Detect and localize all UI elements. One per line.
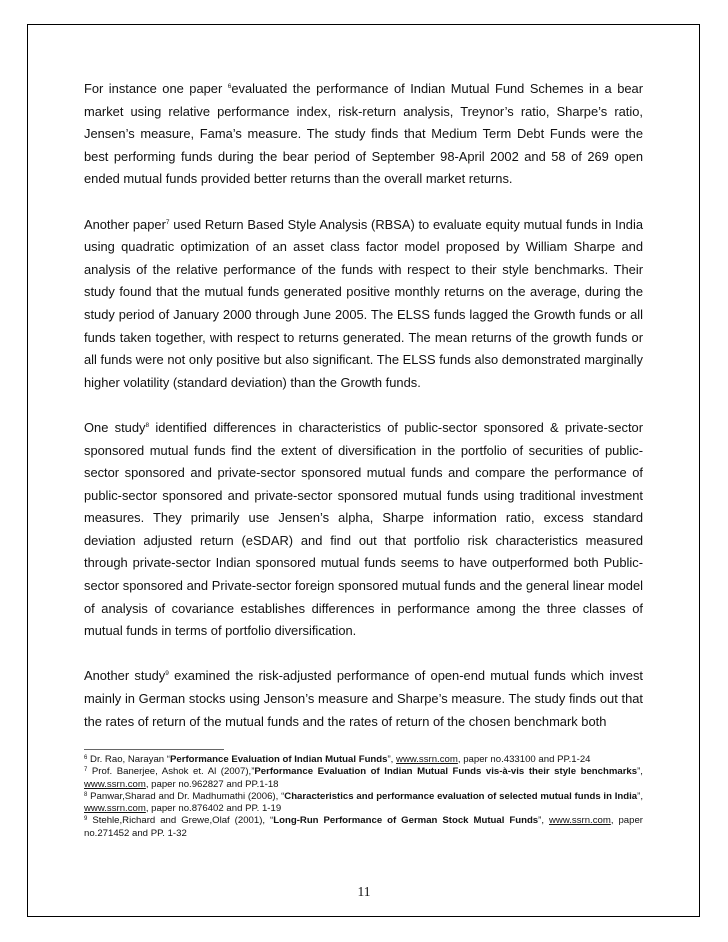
footnote-link[interactable]: www.ssrn.com (548, 815, 611, 827)
footnote-number: 6 (84, 755, 88, 761)
footnote (84, 791, 643, 816)
footnote (84, 815, 643, 840)
paragraph (84, 665, 643, 733)
footnote-number: 8 (84, 791, 88, 798)
paragraph-text: Another paper (84, 216, 166, 232)
footnote-details: , paper no.876402 and PP. 1-19 (145, 803, 282, 815)
footnote-reference: 8 (145, 421, 150, 429)
footnote-link[interactable]: www.ssrn.com (396, 754, 458, 765)
footnote-authors: Prof. Banerjee, Ashok et. Al (2007),” (87, 766, 255, 778)
footnote-authors: Panwar,Sharad and Dr. Madhumathi (2006), “ (87, 790, 285, 802)
footnote-title: Long-Run Performance of German Stock Mutual Funds (273, 815, 539, 827)
footnotes (84, 754, 643, 840)
page-number: 11 (357, 884, 371, 899)
footnote-reference: 9 (165, 670, 169, 678)
paragraph-text: examined the risk-adjusted performance of open-end mutual funds which invest mainly in German stocks using Jenson’s measure and Sharpe’s measure. The study finds out that the rates of return of the mutual funds and the rates of return of the chosen benchmark both (84, 668, 644, 729)
footnote-authors: Dr. Rao, Narayan “ (87, 754, 170, 765)
footnote-details: , paper no.962827 and PP.1-18 (145, 778, 279, 790)
footnote-punctuation: ”, (387, 754, 397, 765)
paragraph (84, 417, 643, 643)
paragraph-text: used Return Based Style Analysis (RBSA) to evaluate equity mutual funds in India using quadratic optimization of an asset class factor model proposed by William Sharpe and analysis of the relative performance of the funds with respect to their style benchmarks. Their study found that the mutual funds generated positive monthly returns on the average, during the study period of January 2000 through June 2005. The ELSS funds lagged the Growth funds or all funds taken together, with respect to returns generated. The mean returns of the growth funds or all funds were not only positive but also significant. The ELSS funds also demonstrated marginally higher volatility (standard deviation) than the Growth funds. (84, 216, 643, 390)
footnote-punctuation: ”, (637, 790, 644, 802)
footnote-title: Performance Evaluation of Indian Mutual Funds vis-à-vis their style benchmarks (254, 766, 638, 778)
footnote-link[interactable]: www.ssrn.com (84, 778, 146, 790)
footnote-punctuation: ”, (637, 766, 643, 778)
body-text (84, 78, 643, 756)
footnote-title: Performance Evaluation of Indian Mutual Funds (170, 754, 388, 765)
footnote-punctuation: ”, (538, 815, 549, 827)
footnote-number: 7 (84, 767, 88, 774)
footnote-authors: Stehle,Richard and Grewe,Olaf (2001), “ (87, 815, 274, 827)
footnote-link[interactable]: www.ssrn.com (84, 803, 146, 815)
footnote (84, 766, 643, 791)
paragraph (84, 78, 643, 191)
footnote-reference: 7 (165, 218, 170, 226)
paragraph-text: Another study (84, 668, 166, 684)
footnote-separator (84, 749, 224, 750)
paragraph-text: One study (84, 419, 146, 435)
paragraph (84, 214, 643, 395)
footnote (84, 754, 643, 766)
paragraph-text: evaluated the performance of Indian Mutual Fund Schemes in a bear market using relative performance index, risk-return analysis, Treynor’s ratio, Sharpe’s ratio, Jensen’s measure, Fama’s measure. The study finds that Medium Term Debt Funds were the best performing funds during the bear period of September 98-April 2002 and 58 of 269 open ended mutual funds provided better returns than the overall market returns. (84, 81, 643, 187)
footnote-details: , paper no.271452 and PP. 1-32 (84, 815, 644, 839)
paragraph-text: For instance one paper (84, 81, 228, 96)
footnote-title: Characteristics and performance evaluation of selected mutual funds in India (284, 790, 638, 802)
footnote-details: , paper no.433100 and PP.1-24 (457, 754, 591, 765)
footnote-reference: 6 (227, 83, 232, 90)
paragraph-text: identified differences in characteristics of public-sector sponsored & private-sector sponsored mutual funds find the extent of diversification in the portfolio of securities of public-sector sponsored and private-sector sponsored mutual funds and compare the performance of public-sector sponsored and private-sector sponsored mutual funds using traditional investment measures. They primarily use Jensen’s alpha, Sharpe information ratio, excess standard deviation adjusted return (eSDAR) and find out that portfolio risk characteristics measured through private-sector Indian sponsored mutual funds seems to have outperformed both Public-sector sponsored and Private-sector foreign sponsored mutual funds and the general linear model of analysis of covariance establishes differences in performance among the three classes of mutual funds in terms of portfolio diversification. (84, 419, 644, 639)
footnote-number: 9 (84, 816, 88, 823)
